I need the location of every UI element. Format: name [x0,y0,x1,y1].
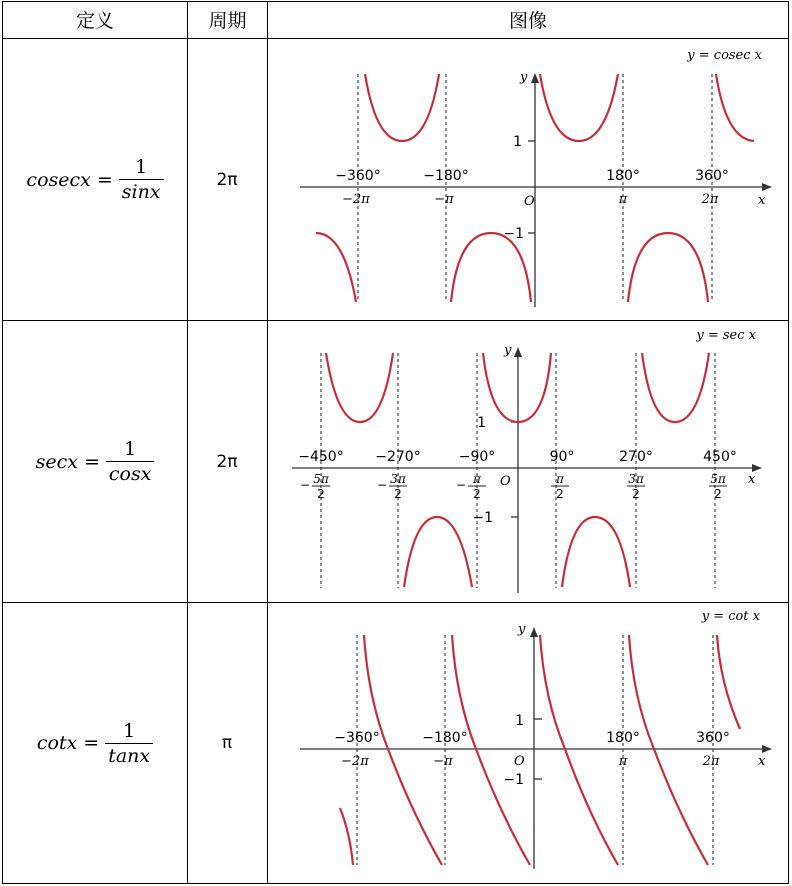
rad-tick: π [618,192,628,207]
axes [292,347,762,593]
deg-tick: 180° [606,730,640,746]
rad-tick-numerator: 5π [313,472,329,486]
rad-tick: −2π [342,192,370,207]
cosec-graph [268,39,789,320]
rad-tick-numerator: 3π [628,472,644,486]
y-tick-1: 1 [513,134,522,150]
definition-cell-cot [3,603,187,883]
rad-tick: −2π [341,754,369,769]
deg-tick: −360° [334,730,380,746]
period-cell-cosec: 2π [216,169,238,190]
numerator: 1 [135,156,148,178]
y-tick-1: 1 [477,415,486,431]
axes [300,627,772,869]
rad-tick: 2π [701,192,719,207]
deg-tick: −90° [458,449,496,465]
asymptotes [357,635,713,865]
deg-tick: 360° [696,730,730,746]
period-cell-sec: 2π [216,451,238,472]
deg-tick: −450° [298,449,344,465]
period-cell-cot: π [221,733,233,753]
curves [340,635,740,865]
x-axis-label: x [758,754,766,769]
graph-caption: y = cot x [701,609,760,624]
rad-tick: 2π [702,754,720,769]
rad-tick [377,472,407,501]
y-tick-neg1: −1 [503,772,524,788]
numerator: 1 [124,438,137,460]
denominator: cosx [106,461,155,485]
deg-tick: −180° [422,730,468,746]
y-axis-label: y [504,343,512,358]
rad-tick-numerator: π [556,472,564,486]
fraction [105,720,153,767]
origin-label: O [524,194,535,209]
rad-tick-numerator: π [473,472,481,486]
graph-caption: y = sec x [696,328,756,343]
definition-cell-sec [3,321,187,602]
origin-label: O [514,754,525,769]
deg-tick: 90° [549,449,575,465]
fraction [119,156,164,203]
formula-cot: cotx = $\frac{1}{\tan x}$ [37,720,153,767]
deg-tick: 360° [695,168,729,184]
y-axis-label: y [518,622,526,637]
rad-tick [709,472,727,501]
rad-tick-numerator: 5π [710,472,726,486]
rad-tick-denominator: 2 [317,487,325,501]
x-axis-label: x [748,472,756,487]
numerator: 1 [123,719,136,742]
rad-tick-denominator: 2 [394,487,402,501]
rad-tick-denominator: 2 [714,487,722,501]
function-name: cotx [36,732,78,754]
rad-tick [551,472,569,501]
rad-tick: −π [434,192,454,207]
deg-tick: 270° [619,449,653,465]
table-border-bottom [2,883,789,884]
rad-tick-denominator: 2 [556,487,564,501]
rad-tick-sign: − [299,478,311,492]
sec-graph [268,321,789,602]
rad-tick-numerator: 3π [390,472,406,486]
rad-tick-sign: − [376,478,388,492]
definition-cell-cosec [3,39,187,320]
y-axis-label: y [520,70,528,85]
rad-tick-denominator: 2 [632,487,640,501]
y-tick-neg1: −1 [472,510,493,526]
rad-tick [300,472,330,501]
header-graph: 图像 [508,10,547,32]
axes [300,73,772,307]
deg-tick: 450° [703,449,737,465]
deg-tick: −270° [375,449,421,465]
y-tick-1: 1 [515,713,524,729]
deg-tick: −360° [335,168,381,184]
x-axis-label: x [758,193,766,208]
deg-tick: 180° [606,168,640,184]
fraction [106,438,155,485]
function-name: cosecx [26,168,91,191]
cot-graph [268,603,789,883]
rad-tick [456,472,486,501]
header-period: 周期 [208,10,247,32]
function-name: secx [35,450,78,473]
graph-caption: y = cosec x [687,48,762,63]
denominator: tanx [105,743,153,767]
deg-tick: −180° [423,168,469,184]
y-tick-neg1: −1 [503,226,524,242]
rad-tick-denominator: 2 [473,487,481,501]
denominator: sinx [119,179,164,203]
formula-cosec: cosecx = $\frac{1}{\sin x}$ [26,156,163,203]
rad-tick: −π [433,754,453,769]
rad-tick: π [618,754,628,769]
rad-tick [627,472,645,501]
header-definition: 定义 [75,10,114,32]
rad-tick-group [300,472,727,501]
formula-sec: secx = $\frac{1}{\cos x}$ [36,438,155,485]
rad-tick-sign: − [455,478,467,492]
origin-label: O [500,474,511,489]
